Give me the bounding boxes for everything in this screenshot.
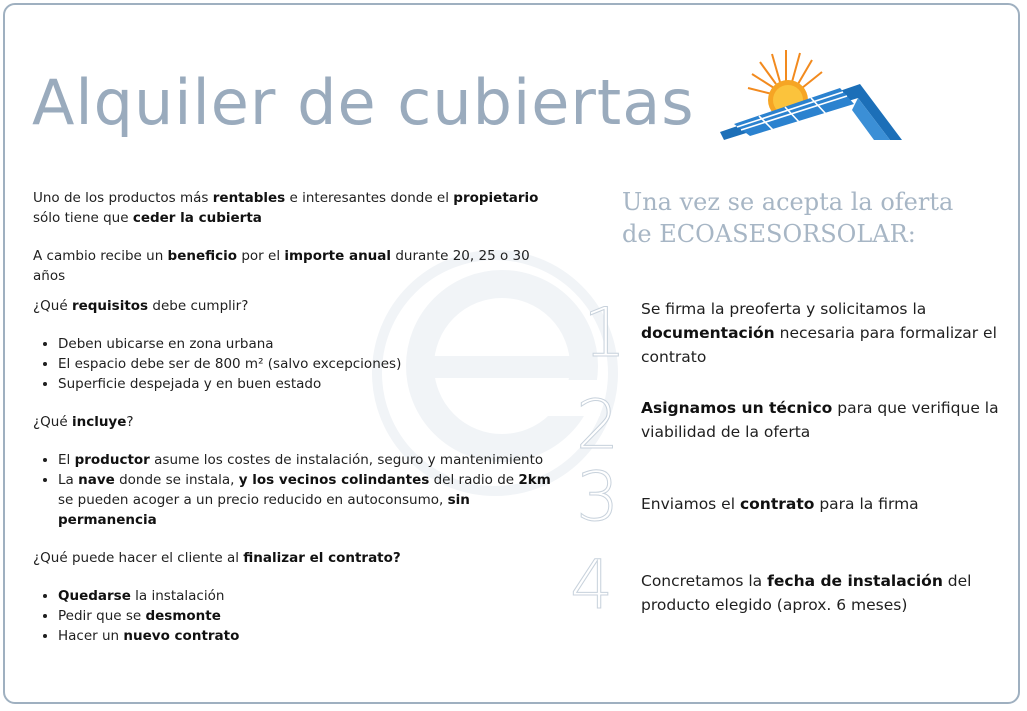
list-item: • Quedarse la instalación: [58, 586, 553, 606]
list-item: • Hacer un nuevo contrato: [58, 626, 553, 646]
steps-heading-line-2: de ECOASESORSOLAR:: [622, 220, 916, 248]
list-item: • Deben ubicarse en zona urbana: [58, 334, 553, 354]
bold-text: ceder la cubierta: [132, 210, 262, 226]
bold-text: incluye: [71, 414, 127, 430]
solar-roof-icon: [712, 44, 904, 144]
list-item: • Pedir que se desmonte: [58, 606, 553, 626]
bold-text: contrato: [739, 495, 815, 513]
bold-text: Asignamos un técnico: [641, 399, 833, 417]
step-text-4: Concretamos la fecha de instalación del producto elegido (aprox. 6 meses): [641, 572, 972, 614]
bold-text: importe anual: [284, 248, 392, 264]
bold-text: 2km: [518, 472, 551, 488]
bold-text: desmonte: [145, 608, 221, 624]
incluye-list: [33, 450, 553, 530]
bold-text: productor: [74, 452, 150, 468]
list-item: • El productor asume los costes de instalación, seguro y mantenimiento: [58, 450, 553, 470]
step-number-4: 4: [570, 546, 614, 625]
bold-text: fecha de instalación: [767, 572, 943, 590]
bold-text: nave: [78, 472, 115, 488]
bold-text: sin permanencia: [58, 492, 470, 528]
step-text-3: Enviamos el contrato para la firma: [641, 495, 919, 513]
bold-text: y los vecinos colindantes: [238, 472, 430, 488]
requisitos-list: [33, 334, 553, 394]
list-item: • Superficie despejada y en buen estado: [58, 374, 553, 394]
step-number-2: 2: [576, 386, 620, 465]
intro-paragraph-2: A cambio recibe un beneficio por el importe anual durante 20, 25 o 30 años: [33, 248, 530, 284]
bold-text: nuevo contrato: [123, 628, 240, 644]
incluye-question: ¿Qué incluye?: [33, 414, 134, 430]
steps-heading-line-1: Una vez se acepta la oferta: [622, 188, 954, 216]
page-title: Alquiler de cubiertas: [32, 66, 695, 139]
steps-heading: [622, 186, 1002, 250]
bold-text: propietario: [453, 190, 539, 206]
bold-text: finalizar el contrato?: [243, 550, 401, 566]
list-item: • El espacio debe ser de 800 m² (salvo excepciones): [58, 354, 553, 374]
list-item: • La nave donde se instala, y los vecinos colindantes del radio de 2km se pueden acoger a un precio reducido en autoconsumo, sin permanencia: [58, 470, 553, 530]
finalizar-list: [33, 586, 553, 646]
bold-text: rentables: [212, 190, 286, 206]
finalizar-question: ¿Qué puede hacer el cliente al finalizar el contrato?: [33, 550, 401, 566]
bold-text: Quedarse: [58, 588, 131, 604]
step-number-1: 1: [583, 294, 627, 373]
step-text-1: Se firma la preoferta y solicitamos la documentación necesaria para formalizar el contrato: [641, 300, 997, 366]
step-number-3: 3: [576, 458, 620, 537]
left-column: [33, 188, 553, 646]
requisitos-question: ¿Qué requisitos debe cumplir?: [33, 298, 249, 314]
bold-text: documentación: [641, 324, 775, 342]
bold-text: requisitos: [71, 298, 149, 314]
bold-text: beneficio: [167, 248, 238, 264]
step-text-2: Asignamos un técnico para que verifique la viabilidad de la oferta: [641, 399, 999, 441]
intro-paragraph-1: Uno de los productos más rentables e interesantes donde el propietario sólo tiene que ceder la cubierta: [33, 190, 539, 226]
